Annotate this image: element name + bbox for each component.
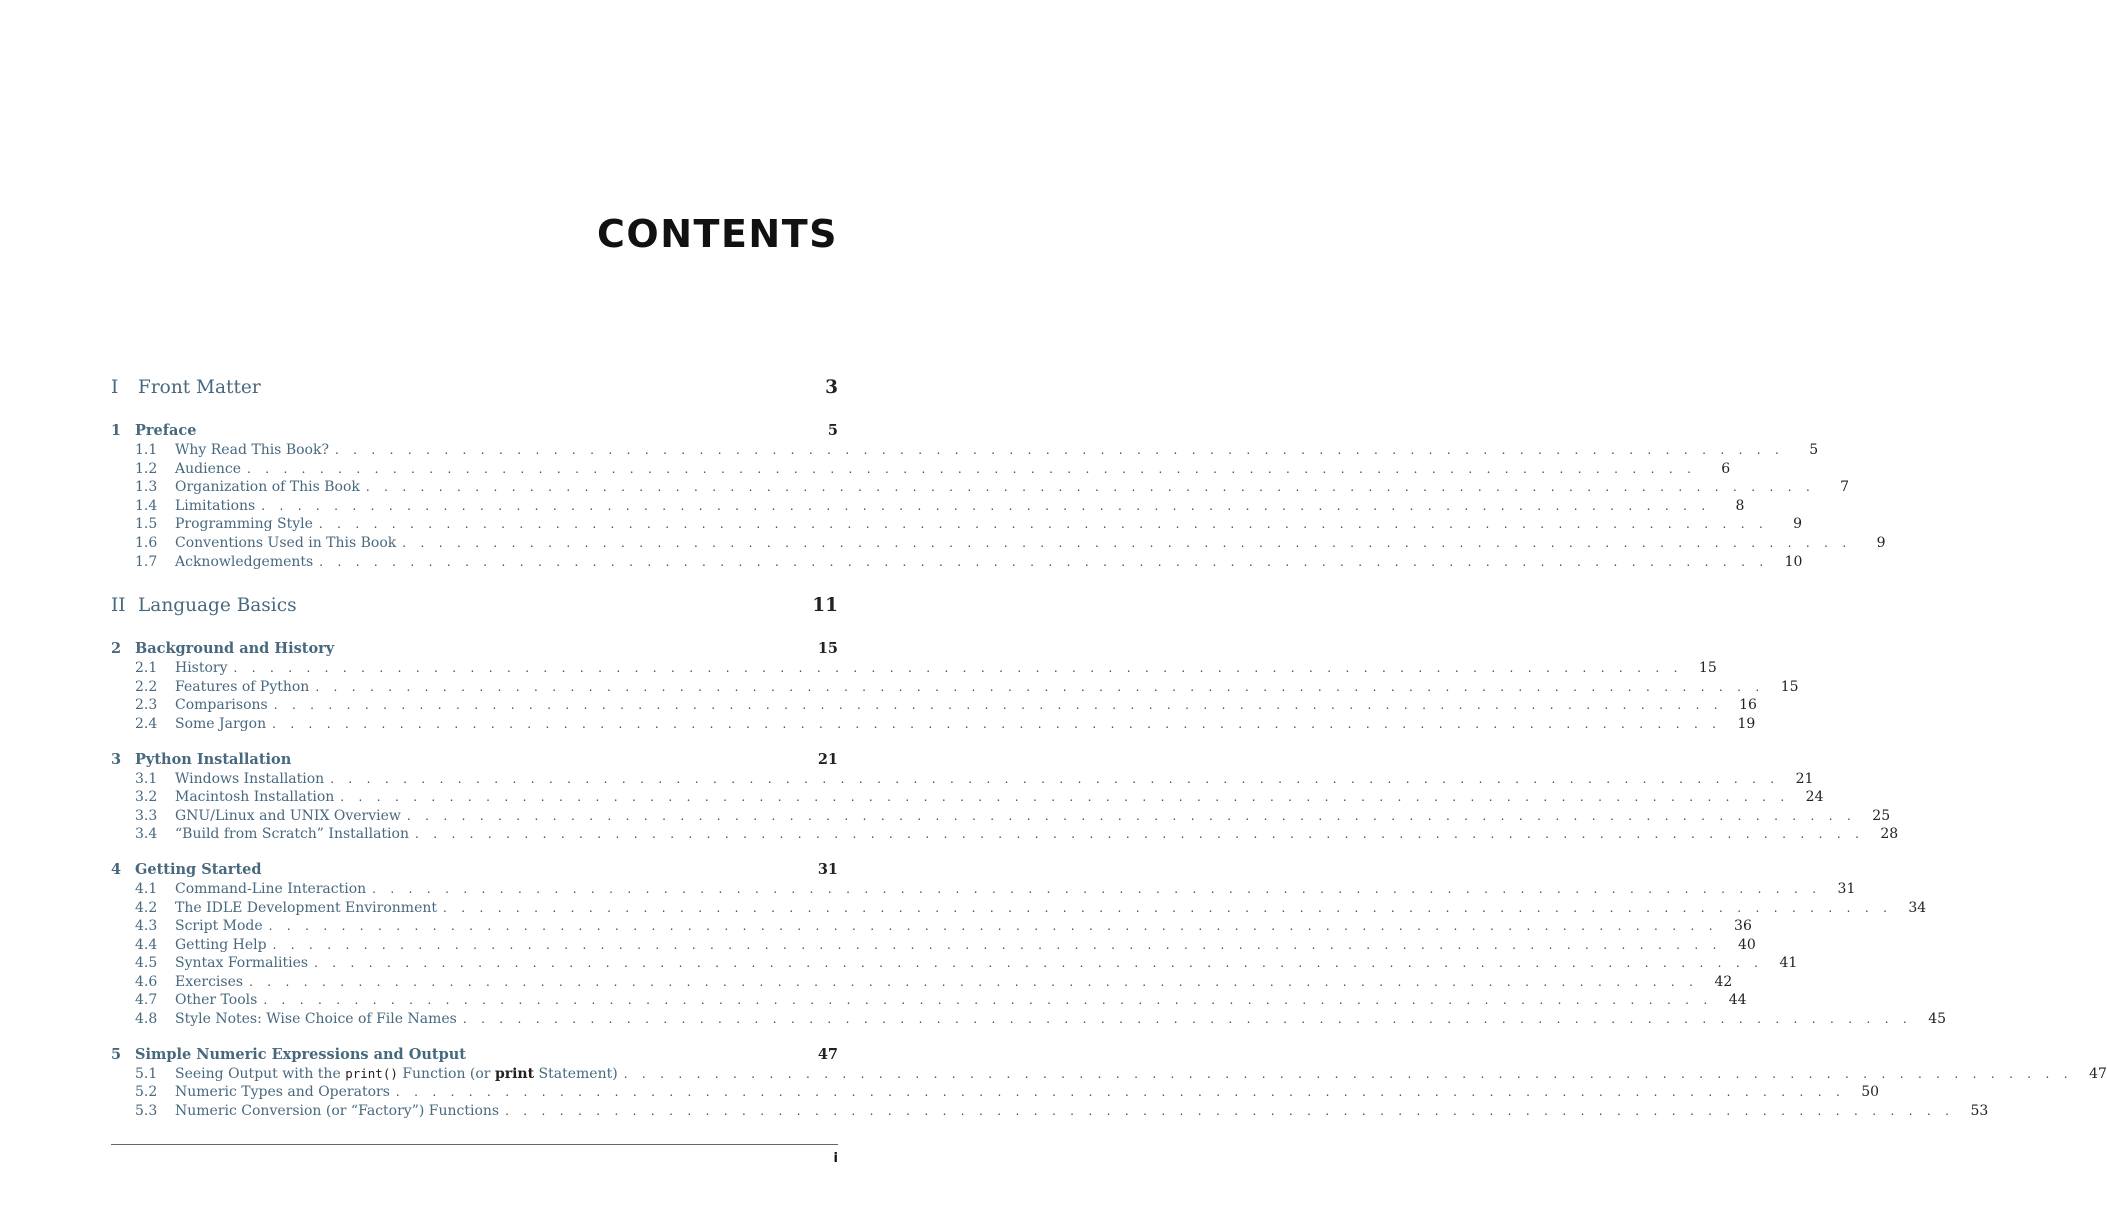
dot-leader: . . . . . . . . . . . . . . . . . . . . . . . . . . . . . . . . . . . . . . . . . . . . . . . . . . . . . . . . . . . . . . . . . . . . . . . . . . . . . . . . — [268, 919, 1718, 934]
footer-rule — [111, 1144, 838, 1145]
toc-entry[interactable] — [111, 1010, 1947, 1029]
dot-leader: . . . . . . . . . . . . . . . . . . . . . . . . . . . . . . . . . . . . . . . . . . . . . . . . . . . . . . . . . . . . . . . . . . . . . . . . . . . . . . . . — [319, 554, 1769, 569]
toc-entry[interactable] — [111, 880, 1856, 899]
chapter-title-group — [111, 420, 196, 441]
toc-entry[interactable] — [111, 715, 1756, 734]
chapter-number: 2 — [111, 640, 122, 658]
part-heading[interactable] — [111, 589, 838, 623]
dot-leader: . . . . . . . . . . . . . . . . . . . . . . . . . . . . . . . . . . . . . . . . . . . . . . . . . . . . . . . . . . . . . . . . . . . . . . . . . . . . . . . . — [395, 1085, 1846, 1100]
toc-entry[interactable] — [111, 553, 1803, 572]
section-number: 4.4 — [135, 936, 158, 953]
section-page: 28 — [1880, 826, 1899, 843]
chapter-title-group — [111, 638, 334, 659]
section-page: 40 — [1737, 936, 1756, 953]
section-title-part: Seeing Output with the — [175, 1065, 346, 1082]
section-page: 42 — [1714, 973, 1733, 990]
section-number: 4.1 — [135, 880, 158, 897]
section-title: Audience — [175, 460, 241, 477]
dot-leader: . . . . . . . . . . . . . . . . . . . . . . . . . . . . . . . . . . . . . . . . . . . . . . . . . . . . . . . . . . . . . . . . . . . . . . . . . . . . . . . . — [273, 698, 1723, 713]
chapter-number: 4 — [111, 860, 122, 878]
dot-leader: . . . . . . . . . . . . . . . . . . . . . . . . . . . . . . . . . . . . . . . . . . . . . . . . . . . . . . . . . . . . . . . . . . . . . . . . . . . . . . . . — [365, 480, 1816, 495]
toc-entry[interactable] — [111, 954, 1798, 973]
section-title: Command-Line Interaction — [175, 880, 367, 897]
section-page: 36 — [1734, 918, 1752, 935]
toc-entry[interactable] — [111, 1083, 1880, 1102]
section-title: Macintosh Installation — [175, 789, 335, 806]
section-number: 1.7 — [135, 553, 158, 570]
section-title: Programming Style — [175, 516, 313, 533]
section-number: 1.3 — [135, 479, 158, 496]
dot-leader: . . . . . . . . . . . . . . . . . . . . . . . . . . . . . . . . . . . . . . . . . . . . . . . . . . . . . . . . . . . . . . . . . . . . . . . . . . . . . . . . — [334, 443, 1785, 457]
section-number: 5.1 — [135, 1065, 158, 1082]
dot-leader: . . . . . . . . . . . . . . . . . . . . . . . . . . . . . . . . . . . . . . . . . . . . . . . . . . . . . . . . . . . . . . . . . . . . . . . . . . . . . . . . — [372, 881, 1822, 896]
toc-entry[interactable] — [111, 917, 1752, 936]
toc-entry[interactable] — [111, 659, 1717, 678]
section-number: 1.5 — [135, 516, 158, 533]
part-title-group — [111, 589, 297, 623]
section-title: Script Mode — [175, 918, 263, 935]
section-title: Organization of This Book — [175, 479, 360, 496]
section-title: Features of Python — [175, 678, 310, 695]
section-page: 34 — [1908, 899, 1927, 916]
section-title: Some Jargon — [175, 715, 267, 732]
part-spacer — [111, 571, 838, 589]
section-page: 19 — [1737, 715, 1756, 732]
section-page: 21 — [1795, 770, 1814, 787]
part-title-group — [111, 371, 261, 405]
chapter-heading[interactable] — [111, 859, 838, 880]
section-title: Numeric Conversion (or “Factory”) Functions — [175, 1102, 500, 1119]
chapter-title: Preface — [135, 422, 197, 439]
toc-entry[interactable] — [111, 1102, 1989, 1121]
section-number: 4.2 — [135, 899, 158, 916]
chapter-heading[interactable] — [111, 638, 838, 659]
chapter-page: 47 — [817, 1045, 838, 1063]
section-page: 15 — [1698, 660, 1717, 677]
chapter-heading[interactable] — [111, 420, 838, 441]
section-page: 10 — [1784, 553, 1803, 570]
section-number: 5.3 — [135, 1102, 158, 1119]
chapter-page: 31 — [817, 860, 838, 878]
dot-leader: . . . . . . . . . . . . . . . . . . . . . . . . . . . . . . . . . . . . . . . . . . . . . . . . . . . . . . . . . . . . . . . . . . . . . . . . . . . . . . . . — [261, 498, 1711, 513]
section-page: 25 — [1872, 807, 1891, 824]
section-page: 44 — [1728, 992, 1747, 1009]
chapter-number: 3 — [111, 750, 122, 768]
toc-entry[interactable] — [111, 899, 1927, 918]
section-title-part: Function (or — [397, 1065, 495, 1082]
section-page: 50 — [1861, 1084, 1880, 1101]
dot-leader: . . . . . . . . . . . . . . . . . . . . . . . . . . . . . . . . . . . . . . . . . . . . . . . . . . . . . . . . . . . . . . . . . . . . . . . . . . . . . . . . — [247, 461, 1697, 476]
section-number: 4.5 — [135, 955, 158, 972]
section-page: 31 — [1837, 880, 1856, 897]
chapter-title: Background and History — [135, 640, 335, 658]
part-heading[interactable] — [111, 371, 838, 405]
toc-entry[interactable] — [111, 1065, 2107, 1084]
section-page: 47 — [2089, 1065, 2107, 1082]
section-title: Why Read This Book? — [175, 442, 329, 458]
section-title: Numeric Types and Operators — [175, 1084, 390, 1101]
page-number: i — [833, 1151, 838, 1166]
section-number: 2.2 — [135, 678, 158, 695]
section-title-part: print() — [345, 1065, 398, 1081]
section-title — [175, 1065, 618, 1084]
toc-entry[interactable] — [111, 807, 1891, 826]
part-page: 11 — [812, 595, 838, 617]
dot-leader: . . . . . . . . . . . . . . . . . . . . . . . . . . . . . . . . . . . . . . . . . . . . . . . . . . . . . . . . . . . . . . . . . . . . . . . . . . . . . . . . — [402, 535, 1852, 550]
dot-leader: . . . . . . . . . . . . . . . . . . . . . . . . . . . . . . . . . . . . . . . . . . . . . . . . . . . . . . . . . . . . . . . . . . . . . . . . . . . . . . . . — [272, 716, 1722, 731]
section-page: 8 — [1735, 497, 1745, 514]
section-number: 3.1 — [135, 770, 158, 787]
section-number: 2.3 — [135, 697, 158, 714]
chapter-title: Simple Numeric Expressions and Output — [135, 1045, 466, 1063]
dot-leader: . . . . . . . . . . . . . . . . . . . . . . . . . . . . . . . . . . . . . . . . . . . . . . . . . . . . . . . . . . . . . . . . . . . . . . . . . . . . . . . . — [314, 956, 1764, 971]
section-title: The IDLE Development Environment — [175, 899, 438, 916]
section-page: 15 — [1780, 678, 1799, 695]
section-page: 5 — [1809, 442, 1819, 458]
section-page: 45 — [1928, 1011, 1947, 1028]
section-title-part: Statement) — [534, 1065, 618, 1082]
toc-entry[interactable] — [111, 497, 1745, 516]
section-title: Exercises — [175, 973, 244, 990]
section-title: Limitations — [175, 497, 256, 514]
section-number: 2.4 — [135, 715, 158, 732]
section-number: 4.6 — [135, 973, 158, 990]
toc-entry[interactable] — [111, 478, 1850, 497]
chapter-number: 5 — [111, 1045, 122, 1063]
part-page: 3 — [825, 377, 838, 398]
dot-leader: . . . . . . . . . . . . . . . . . . . . . . . . . . . . . . . . . . . . . . . . . . . . . . . . . . . . . . . . . . . . . . . . . . . . . . . . . . . . . . . . — [340, 790, 1790, 805]
section-title: Other Tools — [175, 992, 258, 1009]
dot-leader: . . . . . . . . . . . . . . . . . . . . . . . . . . . . . . . . . . . . . . . . . . . . . . . . . . . . . . . . . . . . . . . . . . . . . . . . . . . . . . . . — [505, 1103, 1955, 1118]
section-page: 41 — [1779, 955, 1798, 972]
dot-leader: . . . . . . . . . . . . . . . . . . . . . . . . . . . . . . . . . . . . . . . . . . . . . . . . . . . . . . . . . . . . . . . . . . . . . . . . . . . . . . . . — [318, 517, 1769, 532]
section-title: GNU/Linux and UNIX Overview — [175, 807, 401, 824]
section-title: History — [175, 660, 228, 677]
toc-entry[interactable] — [111, 515, 1803, 534]
dot-leader: . . . . . . . . . . . . . . . . . . . . . . . . . . . . . . . . . . . . . . . . . . . . . . . . . . . . . . . . . . . . . . . . . . . . . . . . . . . . . . . . — [443, 900, 1893, 915]
section-number: 2.1 — [135, 660, 158, 677]
dot-leader: . . . . . . . . . . . . . . . . . . . . . . . . . . . . . . . . . . . . . . . . . . . . . . . . . . . . . . . . . . . . . . . . . . . . . . . . . . . . . . . . — [263, 993, 1713, 1008]
chapter-page: 15 — [817, 640, 838, 658]
section-title: “Build from Scratch” Installation — [175, 826, 409, 843]
section-number: 3.3 — [135, 807, 158, 824]
dot-leader: . . . . . . . . . . . . . . . . . . . . . . . . . . . . . . . . . . . . . . . . . . . . . . . . . . . . . . . . . . . . . . . . . . . . . . . . . . . . . . . . — [330, 771, 1780, 786]
section-number: 1.2 — [135, 460, 158, 477]
toc-entry[interactable] — [111, 534, 1886, 553]
section-title-part: print — [494, 1065, 535, 1082]
section-number: 4.3 — [135, 918, 158, 935]
chapter-page: 5 — [827, 422, 838, 439]
section-title: Syntax Formalities — [175, 955, 309, 972]
dot-leader: . . . . . . . . . . . . . . . . . . . . . . . . . . . . . . . . . . . . . . . . . . . . . . . . . . . . . . . . . . . . . . . . . . . . . . . . . . . . . . . . — [462, 1012, 1913, 1027]
section-title: Style Notes: Wise Choice of File Names — [175, 1011, 457, 1028]
section-number: 4.8 — [135, 1011, 158, 1028]
part-number: I — [111, 377, 119, 398]
chapter-title: Getting Started — [135, 860, 262, 878]
chapter-page: 21 — [817, 750, 838, 768]
section-number: 1.6 — [135, 534, 158, 551]
dot-leader: . . . . . . . . . . . . . . . . . . . . . . . . . . . . . . . . . . . . . . . . . . . . . . . . . . . . . . . . . . . . . . . . . . . . . . . . . . . . . . . . — [233, 661, 1683, 676]
toc-entry[interactable] — [111, 991, 1747, 1010]
part-title: Front Matter — [138, 377, 261, 398]
table-of-contents — [111, 371, 2107, 1120]
part-number: II — [111, 595, 126, 617]
toc-entry[interactable] — [111, 460, 1731, 479]
section-page: 9 — [1876, 534, 1886, 551]
chapter-heading[interactable] — [111, 1044, 838, 1065]
section-title: Acknowledgements — [175, 553, 314, 570]
dot-leader: . . . . . . . . . . . . . . . . . . . . . . . . . . . . . . . . . . . . . . . . . . . . . . . . . . . . . . . . . . . . . . . . . . . . . . . . . . . . . . . . — [414, 827, 1865, 842]
toc-entry[interactable] — [111, 696, 1757, 715]
section-title: Conventions Used in This Book — [175, 534, 397, 551]
section-number: 1.4 — [135, 497, 158, 514]
chapter-title: Python Installation — [135, 750, 292, 768]
chapter-title-group — [111, 1044, 466, 1065]
dot-leader: . . . . . . . . . . . . . . . . . . . . . . . . . . . . . . . . . . . . . . . . . . . . . . . . . . . . . . . . . . . . . . . . . . . . . . . . . . . . . . . . — [272, 937, 1722, 952]
section-number: 1.1 — [135, 442, 158, 458]
toc-entry[interactable] — [111, 678, 1799, 697]
dot-leader: . . . . . . . . . . . . . . . . . . . . . . . . . . . . . . . . . . . . . . . . . . . . . . . . . . . . . . . . . . . . . . . . . . . . . . . . . . . . . . . . — [315, 679, 1765, 694]
part-title: Language Basics — [138, 595, 297, 617]
toc-entry[interactable] — [111, 825, 1899, 844]
chapter-heading[interactable] — [111, 749, 838, 770]
dot-leader: . . . . . . . . . . . . . . . . . . . . . . . . . . . . . . . . . . . . . . . . . . . . . . . . . . . . . . . . . . . . . . . . . . . . . . . . . . . . . . . . — [406, 808, 1857, 823]
section-page: 16 — [1739, 697, 1757, 714]
section-number: 3.2 — [135, 789, 158, 806]
page-title: CONTENTS — [597, 212, 838, 256]
section-page: 6 — [1721, 460, 1731, 477]
chapter-number: 1 — [111, 422, 122, 439]
section-page: 53 — [1970, 1102, 1989, 1119]
toc-entry[interactable] — [111, 770, 1814, 789]
section-title: Comparisons — [175, 697, 268, 714]
section-title: Getting Help — [175, 936, 267, 953]
section-page: 9 — [1793, 516, 1803, 533]
toc-entry[interactable] — [111, 788, 1824, 807]
section-number: 4.7 — [135, 992, 158, 1009]
toc-entry[interactable] — [111, 441, 1819, 460]
section-page: 24 — [1805, 789, 1824, 806]
chapter-title-group — [111, 859, 262, 880]
section-number: 3.4 — [135, 826, 158, 843]
toc-entry[interactable] — [111, 936, 1756, 955]
dot-leader: . . . . . . . . . . . . . . . . . . . . . . . . . . . . . . . . . . . . . . . . . . . . . . . . . . . . . . . . . . . . . . . . . . . . . . . . . . . . . . . . — [623, 1066, 2073, 1081]
section-number: 5.2 — [135, 1084, 158, 1101]
section-page: 7 — [1840, 479, 1850, 496]
toc-entry[interactable] — [111, 973, 1733, 992]
dot-leader: . . . . . . . . . . . . . . . . . . . . . . . . . . . . . . . . . . . . . . . . . . . . . . . . . . . . . . . . . . . . . . . . . . . . . . . . . . . . . . . . — [249, 974, 1699, 989]
chapter-title-group — [111, 749, 291, 770]
section-title: Windows Installation — [175, 770, 325, 787]
